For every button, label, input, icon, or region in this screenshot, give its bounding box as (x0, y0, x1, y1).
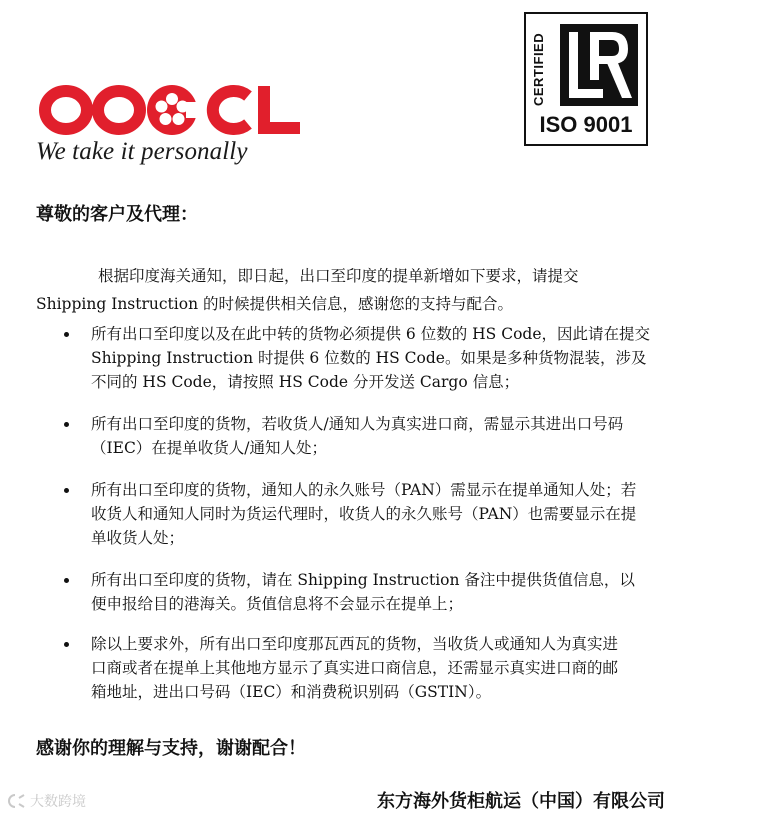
list-item-line: 所有出口至印度的货物，若收货人/通知人为真实进口商，需显示其进出口号码 (91, 415, 624, 433)
bullet-icon (64, 642, 69, 647)
bullet-icon (64, 488, 69, 493)
company-signature: 东方海外货柜航运（中国）有限公司 (377, 791, 665, 812)
certification-badge (524, 12, 648, 146)
requirements-list (60, 322, 750, 704)
bullet-icon (64, 422, 69, 427)
list-item-line: 单收货人处； (91, 529, 185, 547)
closing-text: 感谢你的理解与支持，谢谢配合！ (36, 738, 306, 759)
list-item (60, 478, 750, 550)
intro-paragraph (36, 262, 736, 318)
list-item-line: 不同的 HS Code，请按照 HS Code 分开发送 Cargo 信息； (91, 373, 520, 391)
list-item-line: （IEC）在提单收货人/通知人处； (91, 439, 328, 457)
list-item-line: 口商或者在提单上其他地方显示了真实进口商信息，还需显示真实进口商的邮 (91, 659, 619, 677)
list-item (60, 412, 750, 460)
intro-line: 根据印度海关通知，即日起，出口至印度的提单新增如下要求，请提交 (98, 267, 579, 285)
greeting: 尊敬的客户及代理： (36, 204, 198, 225)
list-item (60, 568, 750, 616)
list-item-line: 箱地址，进出口号码（IEC）和消费税识别码（GSTIN）。 (91, 683, 492, 701)
watermark-text: 大数跨境 (30, 794, 86, 810)
list-item-line: Shipping Instruction 时提供 6 位数的 HS Code。如果是多种货物混装，涉及 (91, 349, 647, 367)
list-item (60, 632, 750, 704)
bullet-icon (64, 332, 69, 337)
slogan: We take it personally (36, 138, 248, 165)
list-item-line: 所有出口至印度的货物，通知人的永久账号（PAN）需显示在提单通知人处；若 (91, 481, 637, 499)
list-item-line: 便申报给目的港海关。货值信息将不会显示在提单上； (91, 595, 464, 613)
list-item (60, 322, 750, 394)
intro-line: Shipping Instruction 的时候提供相关信息，感谢您的支持与配合。 (36, 295, 513, 313)
lr-logo-icon (560, 24, 638, 106)
list-item-line: 收货人和通知人同时为货运代理时，收货人的永久账号（PAN）也需要显示在提 (91, 505, 637, 523)
iso-label: ISO 9001 (539, 112, 633, 137)
list-item-line: 所有出口至印度的货物，请在 Shipping Instruction 备注中提供货值信息，以 (91, 571, 635, 589)
bullet-icon (64, 578, 69, 583)
watermark (8, 791, 86, 811)
watermark-icon (8, 794, 26, 808)
certified-label: CERTIFIED (531, 32, 546, 106)
list-item-line: 除以上要求外，所有出口至印度那瓦西瓦的货物，当收货人或通知人为真实进 (91, 635, 619, 653)
list-item-line: 所有出口至印度以及在此中转的货物必须提供 6 位数的 HS Code，因此请在提交 (91, 325, 650, 343)
